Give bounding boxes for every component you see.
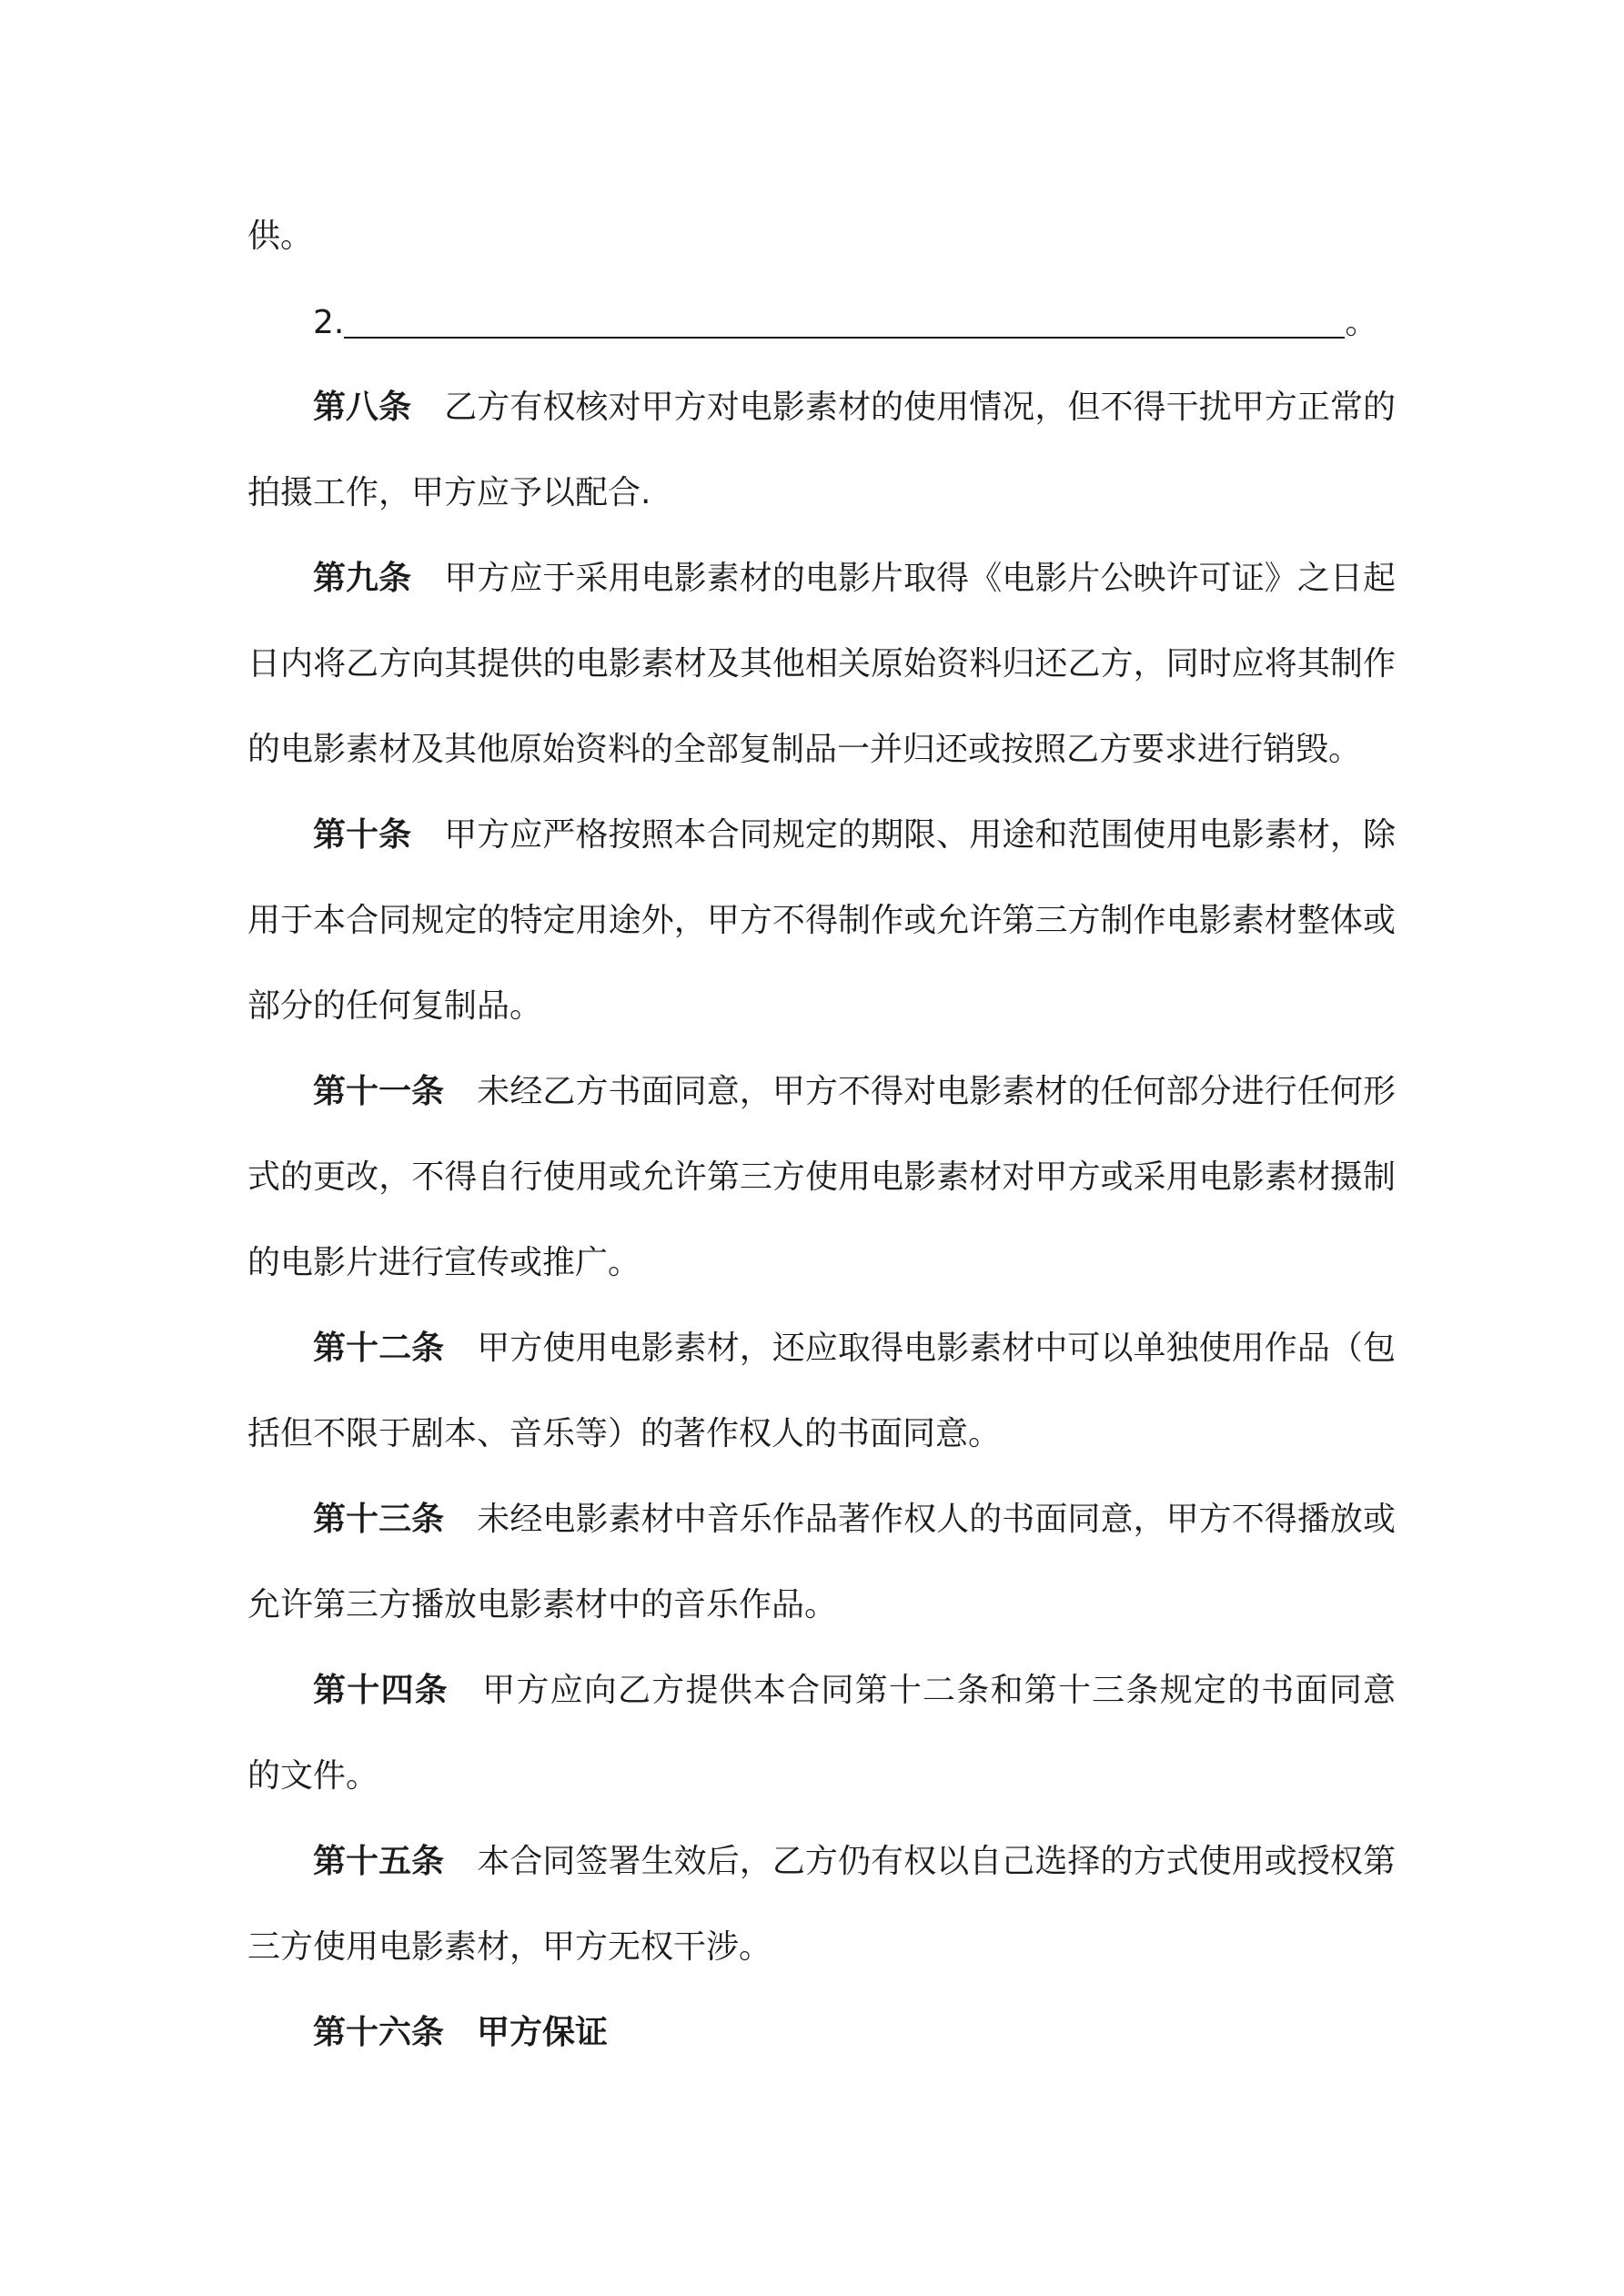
text-line	[313, 386, 1396, 430]
text-line	[247, 1755, 1396, 1798]
text-line	[313, 557, 1396, 601]
line-text: 的电影片进行宣传或推广。	[247, 1244, 641, 1281]
article-number: 第十五条	[313, 1843, 445, 1880]
line-text: 供。	[247, 217, 314, 255]
text-line	[247, 1926, 1396, 1969]
text-line	[247, 642, 1396, 686]
text-line	[247, 899, 1396, 943]
line-text: 允许第三方播放电影素材中的音乐作品。	[247, 1586, 838, 1623]
line-text: 日内将乙方向其提供的电影素材及其他相关原始资料归还乙方，同时应将其制作	[247, 645, 1396, 683]
article-number: 第八条	[313, 389, 412, 426]
text-line	[313, 1840, 1396, 1884]
article-number: 第十条	[313, 816, 412, 854]
line-text: 2.	[313, 304, 345, 341]
line-end-punct: 。	[1345, 304, 1378, 341]
line-text: 的电影素材及其他原始资料的全部复制品一并归还或按照乙方要求进行销毁。	[247, 731, 1362, 768]
line-text: 乙方有权核对甲方对电影素材的使用情况，但不得干扰甲方正常的	[444, 389, 1396, 426]
article-number: 第十四条	[313, 1672, 449, 1709]
text-line	[247, 1583, 1396, 1627]
line-text: 未经乙方书面同意，甲方不得对电影素材的任何部分进行任何形	[477, 1073, 1396, 1110]
text-line	[313, 1070, 1396, 1114]
text-line	[247, 471, 1396, 515]
text-line	[247, 728, 1396, 772]
line-text: 拍摄工作，甲方应予以配合.	[247, 474, 651, 511]
text-line	[313, 814, 1396, 857]
blank-underline	[344, 300, 1345, 339]
line-text: 未经电影素材中音乐作品著作权人的书面同意，甲方不得播放或	[477, 1501, 1396, 1538]
line-text: 三方使用电影素材，甲方无权干涉。	[247, 1928, 772, 1966]
line-text: 用于本合同规定的特定用途外，甲方不得制作或允许第三方制作电影素材整体或	[247, 902, 1396, 939]
line-text: 甲方保证	[477, 2014, 609, 2051]
article-number: 第九条	[313, 560, 412, 597]
text-line	[247, 215, 1396, 258]
article-number: 第十三条	[313, 1501, 445, 1538]
line-text: 部分的任何复制品。	[247, 987, 543, 1025]
line-text: 本合同签署生效后，乙方仍有权以自己选择的方式使用或授权第	[477, 1843, 1396, 1880]
fill-in-line	[313, 300, 1396, 344]
line-text: 甲方应于采用电影素材的电影片取得《电影片公映许可证》之日起	[444, 560, 1396, 597]
text-line	[313, 2011, 1396, 2055]
line-text: 甲方使用电影素材，还应取得电影素材中可以单独使用作品（包	[477, 1330, 1396, 1367]
article-number: 第十六条	[313, 2014, 445, 2051]
text-line	[313, 1669, 1396, 1713]
line-text: 括但不限于剧本、音乐等）的著作权人的书面同意。	[247, 1415, 1002, 1452]
line-text: 的文件。	[247, 1757, 379, 1795]
text-line	[247, 1241, 1396, 1285]
text-line	[313, 1327, 1396, 1371]
text-line	[313, 1498, 1396, 1542]
line-text: 甲方应严格按照本合同规定的期限、用途和范围使用电影素材，除	[444, 816, 1396, 854]
article-number: 第十一条	[313, 1073, 445, 1110]
article-number: 第十二条	[313, 1330, 445, 1367]
line-text: 式的更改，不得自行使用或允许第三方使用电影素材对甲方或采用电影素材摄制	[247, 1158, 1396, 1196]
line-text: 甲方应向乙方提供本合同第十二条和第十三条规定的书面同意	[480, 1672, 1396, 1709]
text-line	[247, 985, 1396, 1028]
text-line	[247, 1156, 1396, 1199]
text-line	[247, 1412, 1396, 1456]
